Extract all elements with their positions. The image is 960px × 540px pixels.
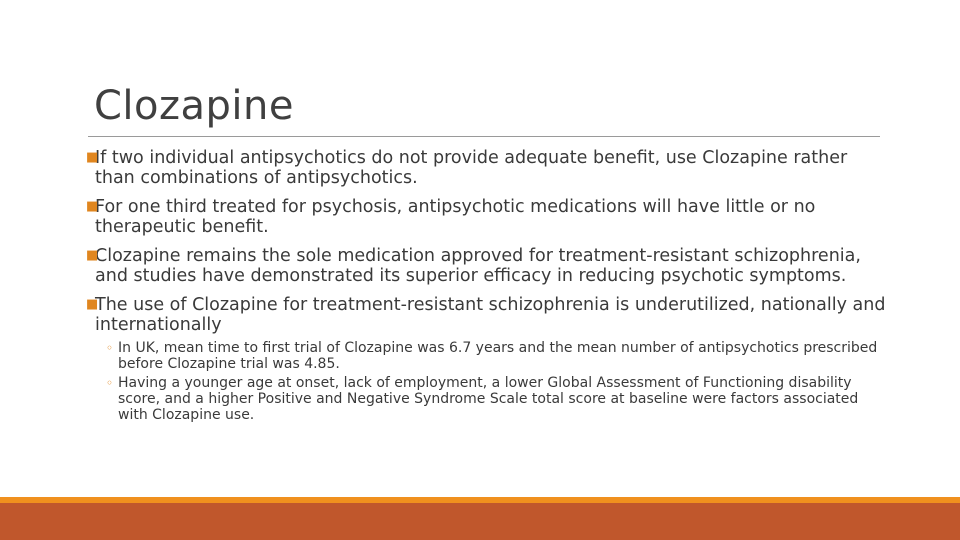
title-divider xyxy=(88,136,880,137)
square-bullet-icon: ■ xyxy=(86,297,99,312)
sub-bullet-list xyxy=(86,340,886,423)
sub-bullet-item xyxy=(106,375,886,423)
square-bullet-icon: ■ xyxy=(86,150,99,165)
circle-bullet-icon: ◦ xyxy=(106,341,114,355)
bullet-item xyxy=(86,295,886,335)
bullet-text: The use of Clozapine for treatment-resistant schizophrenia is underutilized, nationally and internationally xyxy=(95,295,886,335)
slide-body xyxy=(86,148,886,426)
bullet-text: If two individual antipsychotics do not provide adequate benefit, use Clozapine rather than combinations of antipsychotics. xyxy=(95,148,848,188)
slide-title: Clozapine xyxy=(94,83,294,129)
sub-bullet-item xyxy=(106,340,886,372)
circle-bullet-icon: ◦ xyxy=(106,376,114,390)
square-bullet-icon: ■ xyxy=(86,199,99,214)
square-bullet-icon: ■ xyxy=(86,248,99,263)
bullet-text: For one third treated for psychosis, antipsychotic medications will have little or no therapeutic benefit. xyxy=(95,197,816,237)
bullet-item xyxy=(86,197,886,237)
footer-bar xyxy=(0,503,960,540)
bullet-item xyxy=(86,246,886,286)
bullet-item xyxy=(86,148,886,188)
sub-bullet-text: Having a younger age at onset, lack of employment, a lower Global Assessment of Functioning disability score, and a higher Positive and Negative Syndrome Scale total score at baseline were factors associated with Clozapine use. xyxy=(118,375,859,423)
bullet-text: Clozapine remains the sole medication approved for treatment-resistant schizophrenia, and studies have demonstrated its superior efficacy in reducing psychotic symptoms. xyxy=(95,246,861,286)
sub-bullet-text: In UK, mean time to first trial of Clozapine was 6.7 years and the mean number of antipsychotics prescribed before Clozapine trial was 4.85. xyxy=(118,340,878,372)
